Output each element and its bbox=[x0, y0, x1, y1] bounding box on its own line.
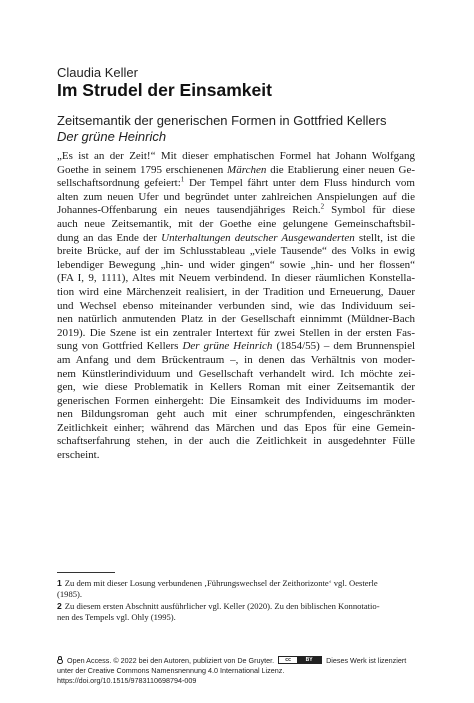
chapter-subtitle bbox=[57, 113, 417, 145]
cc-by-badge-icon[interactable]: cc BY bbox=[278, 656, 322, 664]
body-line: nem Künstlerindividuum und Gesellschaft verhandelt wird. Ich möchte zei- bbox=[57, 367, 415, 380]
body-line: erscheint. bbox=[57, 449, 100, 462]
chapter-author: Claudia Keller bbox=[57, 65, 138, 80]
footnotes bbox=[57, 578, 417, 624]
body-paragraph bbox=[57, 150, 415, 463]
subtitle-line: Zeitsemantik der generischen Formen in Gottfried Kellers bbox=[57, 113, 387, 128]
footnote-number: 2 bbox=[57, 600, 62, 611]
footnote-divider bbox=[57, 572, 115, 573]
doi-link[interactable]: https://doi.org/10.1515/9783110698794-009 bbox=[57, 676, 197, 685]
body-line: auch neue Zeitsemantik, mit der Goethe eine gelungene Gemeinschaftsbil- bbox=[57, 217, 415, 230]
work-title-unterhaltungen: Unterhaltungen deutscher Ausgewanderten bbox=[161, 231, 355, 244]
body-line: breite Brücke, auf der im Schlusstableau „viele Tausende“ des Volks in ewig bbox=[57, 245, 415, 258]
work-title-gruener-heinrich: Der grüne Heinrich bbox=[182, 340, 273, 353]
body-line: gen, wie diese Problematik in Kellers Roman mit einer Zeitsemantik der bbox=[57, 381, 415, 394]
body-line: sellschaftsordnung gefeiert:$^1$ Der Tempel fährt unter dem Fluss hindurch vom bbox=[57, 175, 415, 190]
body-line: nen natürlich anmutenden Platz in der Gesellschaft einnimmt (Müldner-Bach bbox=[57, 313, 415, 326]
license-text: unter der Creative Commons Namensnennung 4.0 International Lizenz. bbox=[57, 666, 285, 675]
license-notice: Open Access. © 2022 bei den Autoren, publiziert von De Gruyter. cc BY Dieses Werk ist lizenziert unter der Creative Commons Namensnennung 4.0 International Lizenz. https://doi.org/10.1515/9783110698794-009 bbox=[57, 656, 417, 686]
body-line: generischen Formen einhergeht: Die Einsamkeit des Individuums im moder- bbox=[57, 394, 415, 407]
body-line: „Es ist an der Zeit!“ Mit dieser emphatischen Formel hat Johann Wolfgang bbox=[57, 150, 415, 162]
body-line: (FA I, 9, 1111), Altes mit Neuem verbindend. In dieser räumlichen Konstella- bbox=[57, 272, 415, 285]
chapter-title: Im Strudel der Einsamkeit bbox=[57, 80, 272, 100]
footnote-2: 2 Zu diesem ersten Abschnitt ausführlicher vgl. Keller (2020). Zu den biblischen Konnotatio- nen des Tempels vgl. Ohly (1995). bbox=[57, 600, 380, 623]
body-line: am Anfang und dem Brückentraum –, in denen das Verhältnis von moder- bbox=[57, 353, 415, 366]
body-line: dung an das Ende der Unterhaltungen deutscher Ausgewanderten stellt, ist die bbox=[57, 231, 415, 244]
open-access-lock-icon bbox=[57, 656, 63, 664]
footnote-ref-2[interactable]: 2 bbox=[320, 202, 325, 211]
body-line: 2019). Die Szene ist ein zentraler Intertext für zwei Stellen in der ersten Fas- bbox=[57, 326, 415, 339]
body-line: tion wird eine Märchenzeit realisiert, in der Tradition und Erneuerung, Dauer bbox=[57, 285, 415, 298]
body-line: lebendiger Bewegung „hin- und wider gingen“ sowie „hin- und her flossen“ bbox=[57, 258, 415, 271]
work-title-maerchen: Märchen bbox=[227, 163, 267, 176]
body-line: Johannes-Offenbarung ein neues tausendjähriges Reich.$^2$ Symbol für diese bbox=[57, 202, 415, 217]
body-line: und Wechsel ebenso miteinander verbunden sind, wie das Individuum sei- bbox=[57, 299, 415, 312]
body-line: Goethe in seinem 1795 erschienenen Märchen die Etablierung einer neuen Ge- bbox=[57, 163, 415, 176]
body-line: sung von Gottfried Kellers Der grüne Heinrich (1854/55) – dem Brunnenspiel bbox=[57, 340, 416, 353]
subtitle-work-title: Der grüne Heinrich bbox=[57, 129, 167, 144]
body-line: alten zum neuen Ufer und begründet unter zahlreichen Anspielungen auf die bbox=[57, 190, 415, 203]
footnote-number: 1 bbox=[57, 578, 62, 588]
body-line: Zeitlichkeit einher; während das Märchen und das Epos für eine Gemein- bbox=[57, 421, 415, 434]
body-line: schaftserfahrung stehen, in der auch die Zeitlichkeit in ausgedehnter Fülle bbox=[57, 435, 415, 448]
body-line: nen Bildungsroman geht auch mit einer schrumpfenden, eingeschränkten bbox=[57, 408, 415, 421]
footnote-1: 1 Zu dem mit dieser Losung verbundenen ‚Führungswechsel der Zeithorizonte‘ vgl. Oesterle (1985). bbox=[57, 578, 378, 600]
footnote-ref-1[interactable]: 1 bbox=[180, 175, 185, 184]
